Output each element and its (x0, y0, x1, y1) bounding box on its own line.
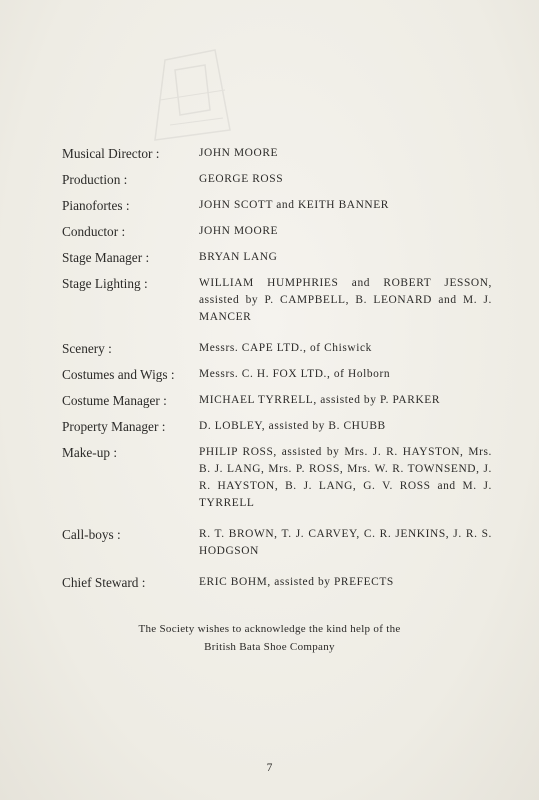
acknowledgement-line-2: British Bata Shoe Company (204, 641, 335, 653)
credit-row (62, 340, 492, 357)
credit-row (62, 574, 492, 591)
credit-role: Scenery : (62, 341, 112, 356)
credit-name: WILLIAM HUMPHRIES and ROBERT JESSON, assisted by P. CAMPBELL, B. LEONARD and M. J. MANCER (199, 277, 492, 323)
credit-row (62, 392, 492, 409)
credit-name: MICHAEL TYRRELL, assisted by P. PARKER (199, 394, 441, 406)
credit-row (62, 444, 492, 512)
credit-role: Costumes and Wigs : (62, 367, 175, 382)
credit-row (62, 223, 492, 240)
credit-name: ERIC BOHM, assisted by PREFECTS (199, 576, 394, 588)
credit-role: Production : (62, 172, 128, 187)
credit-role: Musical Director : (62, 146, 160, 161)
credit-row (62, 275, 492, 326)
acknowledgement (0, 620, 539, 656)
credit-role: Conductor : (62, 224, 126, 239)
credit-row (62, 197, 492, 214)
credit-name: R. T. BROWN, T. J. CARVEY, C. R. JENKINS, J. R. S. HODGSON (199, 528, 492, 557)
credits-list (62, 145, 492, 591)
credit-row (62, 366, 492, 383)
credit-name: GEORGE ROSS (199, 173, 284, 185)
credit-name: Messrs. C. H. FOX LTD., of Holborn (199, 368, 391, 380)
credit-name: JOHN MOORE (199, 225, 279, 237)
credit-name: Messrs. CAPE LTD., of Chiswick (199, 342, 372, 354)
credit-name: D. LOBLEY, assisted by B. CHUBB (199, 420, 386, 432)
credit-role: Make-up : (62, 445, 118, 460)
credit-role: Chief Steward : (62, 575, 146, 590)
credit-row (62, 526, 492, 560)
page-number: 7 (266, 762, 273, 774)
credit-role: Stage Lighting : (62, 276, 148, 291)
credit-row (62, 171, 492, 188)
credit-role: Pianofortes : (62, 198, 130, 213)
credit-name: PHILIP ROSS, assisted by Mrs. J. R. HAYSTON, Mrs. B. J. LANG, Mrs. P. ROSS, Mrs. W. R. TOWNSEND, J. R. HAYSTON, B. J. LANG, G. V. ROSS and M. J. TYRRELL (199, 446, 492, 509)
credit-role: Call-boys : (62, 527, 121, 542)
credit-name: JOHN SCOTT and KEITH BANNER (199, 199, 390, 211)
credit-row (62, 145, 492, 162)
credit-role: Costume Manager : (62, 393, 167, 408)
credit-name: JOHN MOORE (199, 147, 279, 159)
show-through-sketch (145, 40, 240, 150)
credit-row (62, 418, 492, 435)
acknowledgement-line-1: The Society wishes to acknowledge the kind help of the (138, 623, 401, 635)
credit-role: Stage Manager : (62, 250, 150, 265)
credit-row (62, 249, 492, 266)
credit-name: BRYAN LANG (199, 251, 278, 263)
credit-role: Property Manager : (62, 419, 166, 434)
